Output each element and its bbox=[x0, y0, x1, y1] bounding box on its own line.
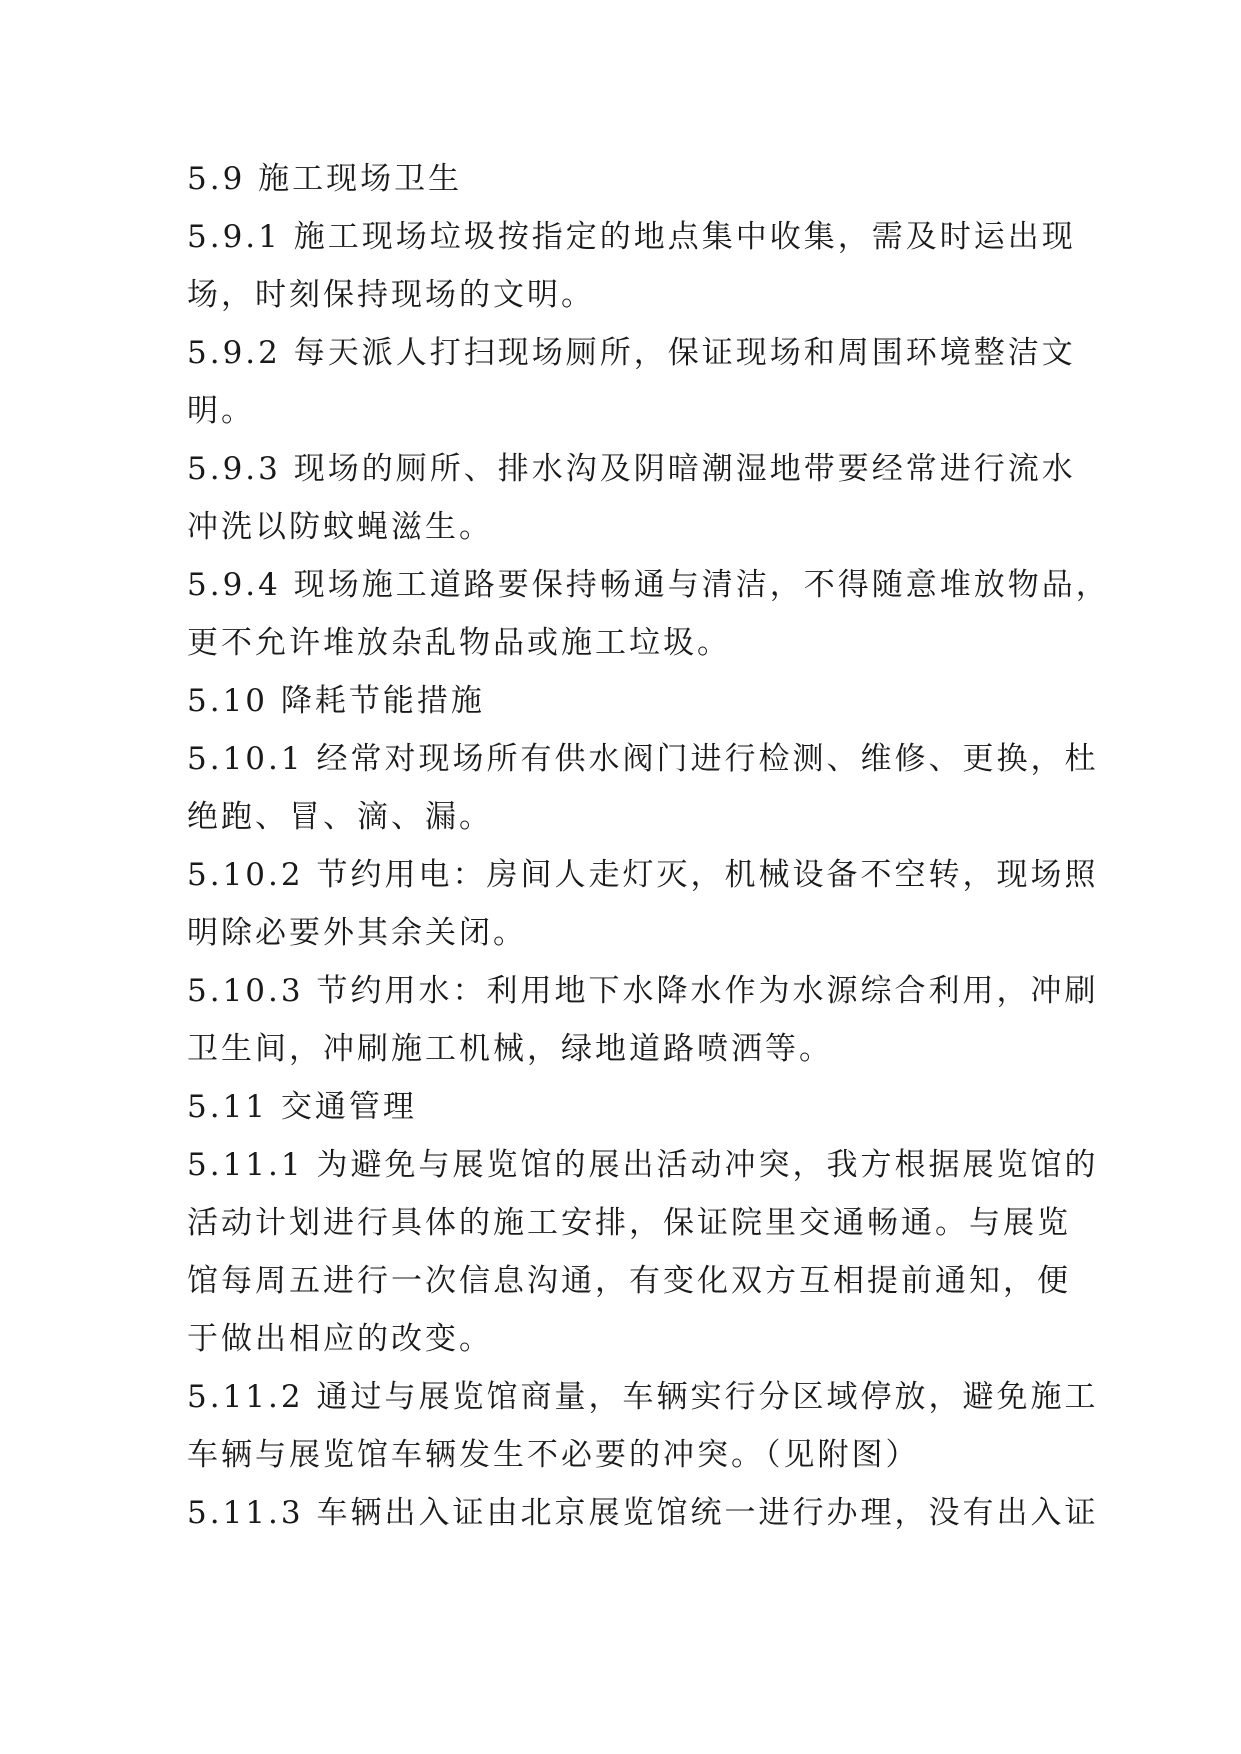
section-heading-5-10: 5.10 降耗节能措施 bbox=[187, 683, 485, 719]
paragraph-line: 更不允许堆放杂乱物品或施工垃圾。 bbox=[187, 625, 731, 661]
section-heading-5-9: 5.9 施工现场卫生 bbox=[187, 161, 463, 197]
paragraph-line: 5.10.3 节约用水：利用地下水降水作为水源综合利用，冲刷 bbox=[187, 973, 1099, 1009]
paragraph-line: 冲洗以防蚊蝇滋生。 bbox=[187, 509, 493, 545]
paragraph-line: 5.10.1 经常对现场所有供水阀门进行检测、维修、更换，杜 bbox=[187, 741, 1099, 777]
paragraph-line: 于做出相应的改变。 bbox=[187, 1321, 493, 1357]
paragraph-line: 5.9.3 现场的厕所、排水沟及阴暗潮湿地带要经常进行流水 bbox=[187, 451, 1076, 487]
paragraph-line: 5.11.2 通过与展览馆商量，车辆实行分区域停放，避免施工 bbox=[187, 1379, 1099, 1415]
paragraph-line: 卫生间，冲刷施工机械，绿地道路喷洒等。 bbox=[187, 1031, 833, 1067]
paragraph-line: 明。 bbox=[187, 393, 255, 429]
paragraph-line: 明除必要外其余关闭。 bbox=[187, 915, 527, 951]
paragraph-line: 活动计划进行具体的施工安排，保证院里交通畅通。与展览 bbox=[187, 1205, 1071, 1241]
paragraph-line: 5.10.2 节约用电：房间人走灯灭，机械设备不空转，现场照 bbox=[187, 857, 1099, 893]
paragraph-line: 馆每周五进行一次信息沟通，有变化双方互相提前通知，便 bbox=[187, 1263, 1071, 1299]
paragraph-line: 场，时刻保持现场的文明。 bbox=[187, 277, 595, 313]
paragraph-line: 5.9.4 现场施工道路要保持畅通与清洁，不得随意堆放物品， bbox=[187, 567, 1110, 603]
paragraph-line: 5.9.2 每天派人打扫现场厕所，保证现场和周围环境整洁文 bbox=[187, 335, 1076, 371]
paragraph-line: 车辆与展览馆车辆发生不必要的冲突。（见附图） bbox=[187, 1437, 920, 1473]
section-heading-5-11: 5.11 交通管理 bbox=[187, 1089, 417, 1125]
paragraph-line: 5.11.3 车辆出入证由北京展览馆统一进行办理，没有出入证 bbox=[187, 1495, 1099, 1531]
paragraph-line: 绝跑、冒、滴、漏。 bbox=[187, 799, 493, 835]
paragraph-line: 5.9.1 施工现场垃圾按指定的地点集中收集，需及时运出现 bbox=[187, 219, 1076, 255]
paragraph-line: 5.11.1 为避免与展览馆的展出活动冲突，我方根据展览馆的 bbox=[187, 1147, 1099, 1183]
document-page bbox=[187, 150, 1110, 1542]
